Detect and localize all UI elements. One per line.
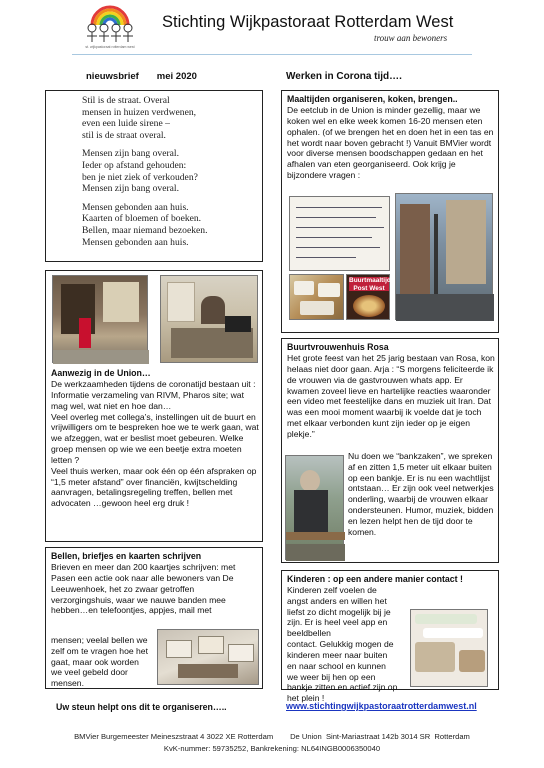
meal-flyer-caption: Buurtmaaltijd Post West: [349, 277, 391, 293]
newsletter-heading: [86, 71, 197, 83]
poem-stanza: [82, 95, 262, 141]
poem-stanza: [82, 148, 262, 194]
cards-paragraph: Brieven en meer dan 200 kaartjes schrijven: met Pasen een actie ook naar alle bewoners van De Leeuwenhoek, het zo zwaar getroffen verzorgingshuis, waar we nauwe banden mee hebben…en telefoontjes, appjes, mail met: [51, 562, 236, 616]
newsletter-date: mei 2020: [156, 71, 197, 82]
poem-line: Mensen gebonden aan huis.: [82, 201, 189, 213]
cards-title: Bellen, briefjes en kaarten schrijven: [51, 551, 202, 561]
poem-line: Kaarten of bloemen of boeken.: [82, 213, 202, 225]
poem-line: ben je niet ziek of verkouden?: [82, 171, 198, 183]
tagline: trouw aan bewoners: [374, 33, 448, 43]
website-link[interactable]: www.stichtingwijkpastoraatrotterdamwest.nl: [286, 701, 477, 711]
registration-line: KvK-nummer: 59735252, Bankrekening: NL64INGB0006350040: [163, 744, 381, 753]
poem-line: Mensen zijn bang overal.: [82, 183, 179, 195]
poem-line: Mensen gebonden aan huis.: [82, 236, 189, 248]
rosa-title: Buurtvrouwenhuis Rosa: [287, 342, 389, 352]
org-title: Stichting Wijkpastoraat Rotterdam West: [162, 13, 454, 31]
union-entrance-photo: [52, 275, 148, 363]
union-paragraph: De werkzaamheden tijdens de coronatijd bestaan uit : Informatie verzameling van RIVM, Pharos site; wat mag wel, wat niet en hoe dan…: [51, 379, 256, 411]
poem-line: Stil is de straat. Overal: [82, 95, 170, 106]
union-title: Aanwezig in de Union…: [51, 368, 151, 378]
cards-box: [45, 547, 263, 689]
poem-line: Mensen zijn bang overal.: [82, 148, 179, 160]
cards-paragraph: mensen; veelal bellen we zelf om te vragen hoe het gaat, maar ook worden we veel gebeld door mensen.: [51, 635, 148, 689]
address-line: BMVier Burgemeester Meineszstraat 4 3022 XE Rotterdam De Union Sint-Mariastraat 142b 3014 SR Rotterdam: [74, 732, 470, 741]
right-column-title: Werken in Corona tijd….: [286, 71, 402, 82]
newsletter-label: nieuwsbrief: [86, 71, 139, 82]
union-paragraph: Veel thuis werken, maar ook één op één afspraken op “1,5 meter afstand” over financiën, kwijtschelding aanvragen, betalingsregeling treffen, bellen met advocaten …gewoon heel erg druk !: [51, 465, 257, 509]
cards-text-bottom: [51, 635, 151, 689]
poem-line: even een luide sirene –: [82, 118, 170, 130]
cards-writing-photo: [157, 629, 259, 685]
meals-text: [287, 94, 495, 181]
support-text: Uw steun helpt ons dit te organiseren…..: [56, 702, 227, 712]
poem-line: Bellen, maar niemand bezoeken.: [82, 224, 208, 236]
logo: [72, 2, 148, 56]
rosa-paragraph: Het grote feest van het 25 jarig bestaan van Rosa, kon helaas niet door gaan. Arja : “S morgens feliciteerde ik de vrouwen via de gastvrouwen whats app. Er kwamen zoveel lieve en hartelijke reacties waaronder een video met feestelijke dans en muziek uit Iran. Dat was een mooi moment waarbij ik voelde dat je toch met elkaar verbonden kunt zijn ieder op je eigen plekje.”: [287, 353, 495, 439]
union-paragraph: Veel overleg met collega’s, instellingen uit de buurt en vrijwilligers om te bespreken hoe we te werk gaan, wat we afzeggen, wat er beslist moet gebeuren. Welke groep mensen op wie we een beetje extra moeten letten ?: [51, 411, 259, 465]
poem-line: Ieder op afstand gehouden:: [82, 159, 187, 171]
poem: [46, 91, 262, 248]
bench-photo: [285, 455, 344, 560]
meals-box: [281, 90, 499, 333]
poem-box: [45, 90, 263, 262]
poem-line: mensen in huizen verdwenen,: [82, 106, 197, 118]
kids-paragraph: Kinderen zelf voelen de angst anders en willen het liefst zo dicht mogelijk bij je zijn. Er is heel veel app en beeldbellen: [287, 585, 391, 639]
meals-paragraph: De eetclub in de Union is minder gezellig, maar we koken wel en elke week komen 16-20 mensen eten ophalen. (of we brengen het en doen het in een tas en het wordt naar boven gebracht !) Vanuit BMVier wordt voor diverse mensen boodschappen gedaan en het afhalen van eten georganiseerd. Ook krijg je bijzondere vragen :: [287, 105, 494, 181]
people-tree-icon: [82, 22, 138, 44]
meal-containers-photo: [289, 274, 344, 320]
office-desk-photo: [160, 275, 258, 363]
street-photo: [395, 193, 493, 320]
kids-text-body: [287, 585, 399, 704]
rosa-paragraph: Nu doen we “bankzaken”, we spreken af en zitten 1,5 meter uit elkaar buiten op een bankje. Er is nu een wachtlijst ontstaan… Er zijn ook veel netwerkjes onderling, waarbij de vrouwen elkaar ondersteunen. Humor, muziek, bidden en lezen helpt hen de tijd door te komen.: [348, 451, 494, 537]
rosa-box: [281, 338, 499, 563]
meal-flyer-photo: [346, 274, 390, 320]
kids-text-top: [287, 574, 495, 585]
kids-paragraph: contact. Gelukkig mogen de kinderen meer naar buiten en naar school en kunnen we weer bij hen op een bankje zitten en actief zijn op het plein !: [287, 639, 398, 704]
meals-title: Maaltijden organiseren, koken, brengen..: [287, 94, 458, 104]
rosa-text-top: [287, 342, 495, 440]
poem-line: stil is de straat overal.: [82, 129, 166, 141]
union-box: [45, 270, 263, 542]
kids-box: [281, 570, 499, 704]
poem-stanza: [82, 202, 262, 248]
union-text: [51, 368, 259, 509]
kids-title: Kinderen : op een andere manier contact !: [287, 574, 463, 584]
logo-text: st. wijkpastoraat rotterdam west: [85, 45, 135, 49]
cards-text-top: [51, 551, 259, 616]
rosa-text-bottom: [348, 451, 496, 538]
handwritten-note-photo: [289, 196, 390, 271]
chat-screenshot-photo: [410, 609, 488, 687]
header-divider: [72, 54, 472, 55]
